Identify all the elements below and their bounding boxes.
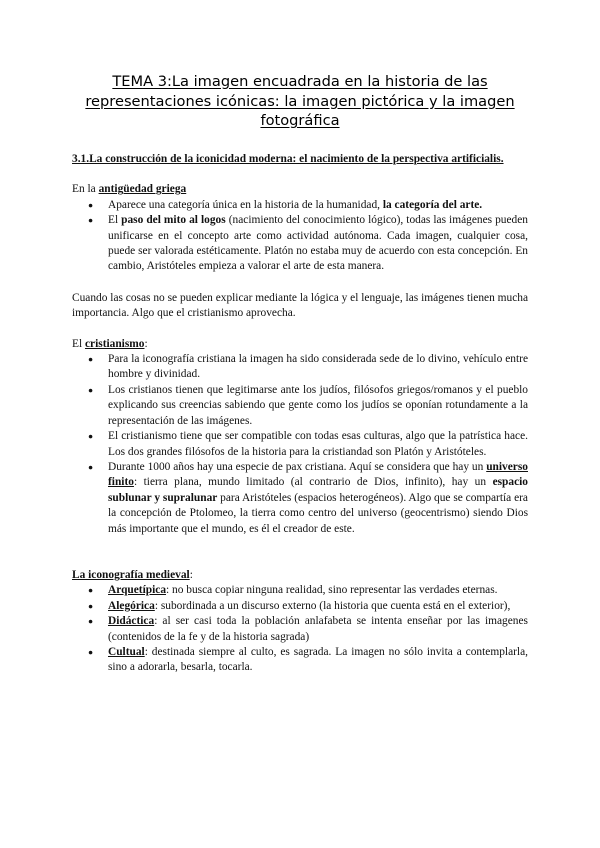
list-item: ● Arquetípica: no busca copiar ninguna realidad, sino representar las verdades eternas. <box>72 583 528 598</box>
list-item: ● Durante 1000 años hay una especie de pax cristiana. Aquí se considera que hay un universo finito: tierra plana, mundo limitado (al contrario de Dios, infinito), hay un espacio sublunar y supralunar para Aristóteles (espacios heterogéneos). Algo que se compartía era la concepción de Ptolomeo, la tierra como centro del universo (geocentrismo) siendo Dios más importante que el mundo, es él el creador de este. <box>72 460 528 537</box>
section-heading: 3.1.La construcción de la iconicidad moderna: el nacimiento de la perspectiva artificialis. <box>72 153 504 165</box>
greek-intro-term: antigüedad griega <box>98 183 187 196</box>
list-item: ● Didáctica: al ser casi toda la población anlafabeta se intenta enseñar por las imagenes (contenidos de la fe y de la historia sagrada) <box>72 614 528 645</box>
list-item: ● Cultual: destinada siempre al culto, es sagrada. La imagen no sólo invita a contemplarla, sino a adorarla, besarla, tocarla. <box>72 645 528 676</box>
list-item: ● Alegórica: subordinada a un discurso externo (la historia que cuenta está en el exterior), <box>72 599 528 614</box>
list-item: ● El cristianismo tiene que ser compatible con todas esas culturas, algo que la patrística hace. Los dos grandes filósofos de la historia para la cristiandad son Platón y Aristóteles. <box>72 429 528 460</box>
christianity-bullet-list <box>72 352 528 537</box>
list-item: ● Los cristianos tienen que legitimarse ante los judíos, filósofos griegos/romanos y el pueblo explicando sus creencias sabiendo que gente como los judíos se oponían rotundamente a la representación de las imágenes. <box>72 383 528 429</box>
greek-bullet-list <box>72 198 528 275</box>
list-item: ● Para la iconografía cristiana la imagen ha sido considerada sede de lo divino, vehículo entre hombre y divinidad. <box>72 352 528 383</box>
list-item: ● El paso del mito al logos (nacimiento del conocimiento lógico), todas las imágenes pueden unificarse en el concepto arte como actividad autónoma. Cada imagen, cualquier cosa, puede ser valorada estéticamente. Platón no estaba muy de acuerdo con esta concepción. En cambio, Aristóteles empieza a valorar el arte de esta manera. <box>72 213 528 275</box>
christianity-intro-term: cristianismo <box>84 337 145 350</box>
christianity-intro: El cristianismo: <box>72 337 148 350</box>
document-title: TEMA 3:La imagen encuadrada en la historia de las representaciones icónicas: la imagen pictórica y la imagen fotográfica <box>85 73 515 129</box>
list-item: ● Aparece una categoría única en la historia de la humanidad, la categoría del arte. <box>72 198 528 213</box>
logic-paragraph: Cuando las cosas no se pueden explicar mediante la lógica y el lenguaje, las imágenes tienen mucha importancia. Algo que el cristianismo aprovecha. <box>72 291 528 320</box>
medieval-bullet-list <box>72 583 528 675</box>
medieval-heading: La iconografía medieval: <box>72 568 193 581</box>
greek-intro: En la antigüedad griega <box>72 183 187 196</box>
document-body <box>72 152 528 676</box>
